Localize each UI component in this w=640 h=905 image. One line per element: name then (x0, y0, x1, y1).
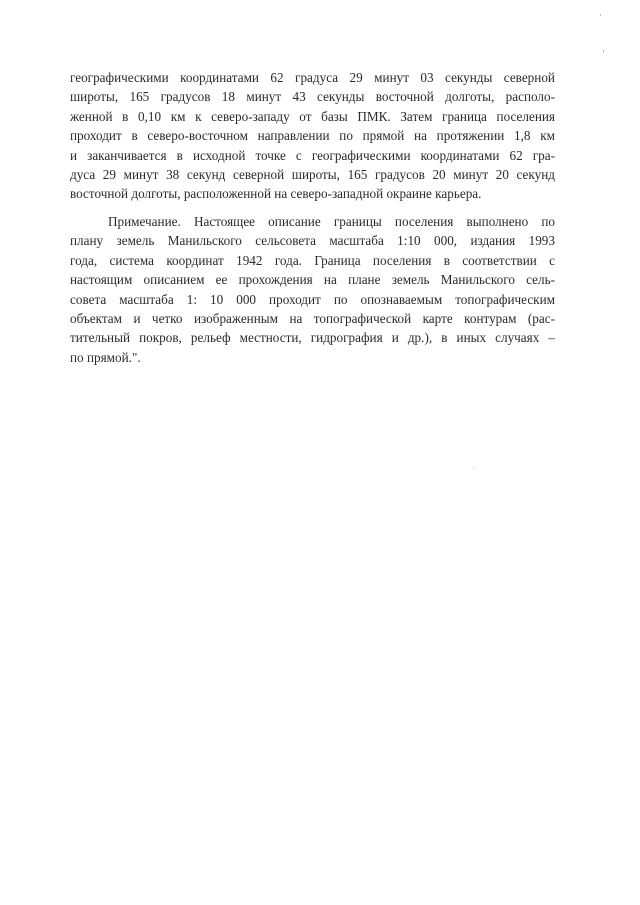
text-line: Примечание. Настоящее описание границы поселения выполнено по (108, 214, 555, 229)
paragraph-boundary-description (70, 68, 555, 204)
text-line: дуса 29 минут 38 секунд северной широты, 165 градусов 20 минут 20 секунд (70, 167, 555, 183)
text-line: восточной долготы, расположенной на северо-западной окраине карьера. (70, 186, 482, 202)
text-line: объектам и четко изображенным на топографической карте контурам (рас- (70, 311, 555, 327)
paragraph-note (70, 212, 555, 367)
scan-speck (600, 14, 601, 16)
text-line: плану земель Манильского сельсовета масштаба 1:10 000, издания 1993 (70, 233, 555, 249)
text-line: года, система координат 1942 года. Граница поселения в соответствии с (70, 252, 555, 268)
text-line: женной в 0,10 км к северо-западу от базы ПМК. Затем граница поселения (70, 108, 555, 124)
text-line: по прямой.". (70, 349, 141, 365)
text-line: широты, 165 градусов 18 минут 43 секунды восточной долготы, располо- (70, 89, 555, 105)
text-line: и заканчивается в исходной точке с географическими координатами 62 гра- (70, 147, 555, 163)
scan-speck (603, 50, 604, 53)
text-line: совета масштаба 1: 10 000 проходит по опознаваемым топографическим (70, 291, 555, 307)
text-line: тительный покров, рельеф местности, гидрография и др.), в иных случаях – (70, 330, 555, 346)
text-line: географическими координатами 62 градуса 29 минут 03 секунды северной (70, 70, 555, 85)
scan-speck (473, 467, 474, 468)
text-line: проходит в северо-восточном направлении по прямой на протяжении 1,8 км (70, 128, 555, 144)
text-line: настоящим описанием ее прохождения на плане земель Манильского сель- (70, 272, 555, 288)
